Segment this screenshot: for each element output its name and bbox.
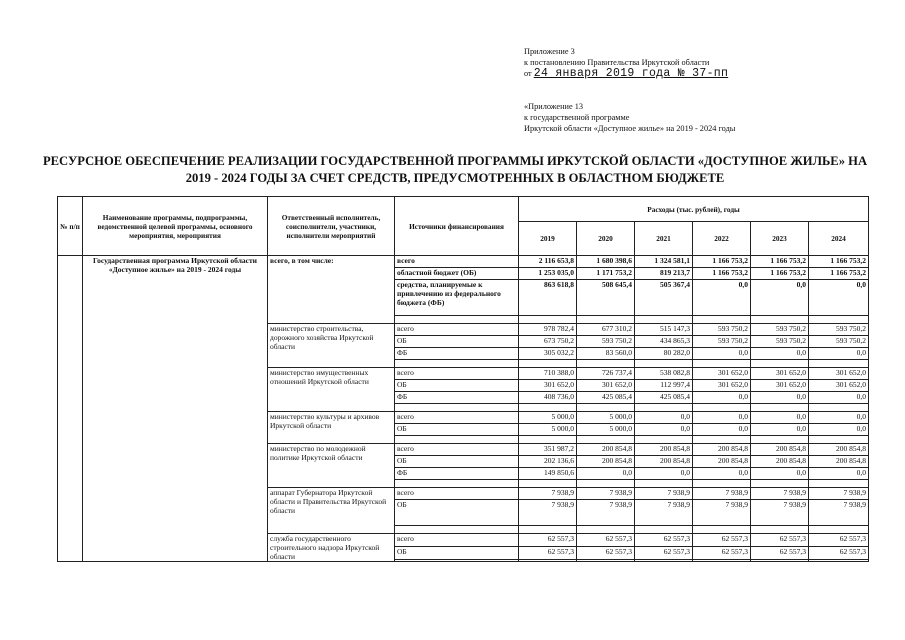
executor-cell: министерство строительства, дорожного хозяйства Иркутской области (268, 324, 395, 368)
value-cell: 1 166 753,2 (751, 256, 809, 268)
spacer-cell (519, 404, 577, 412)
spacer-cell (635, 436, 693, 444)
spacer-cell (577, 436, 635, 444)
value-cell: 301 652,0 (751, 380, 809, 392)
spacer-cell (693, 360, 751, 368)
value-cell: 425 085,4 (635, 392, 693, 404)
source-cell: ОБ (395, 456, 519, 468)
value-cell: 7 938,9 (693, 500, 751, 526)
value-cell: 593 750,2 (751, 336, 809, 348)
col-header-executor: Ответственный исполнитель, соисполнители, участники, исполнители мероприятий (268, 197, 395, 256)
spacer-cell (395, 480, 519, 488)
spacer-cell (693, 559, 751, 561)
value-cell: 0,0 (809, 348, 869, 360)
resource-table (57, 196, 869, 562)
handwritten-date: 24 января 2019 года № 37-пп (533, 67, 729, 80)
value-cell: 202 136,6 (519, 456, 577, 468)
col-header-expenses: Расходы (тыс. рублей), годы (519, 197, 869, 222)
value-cell: 0,0 (635, 412, 693, 424)
value-cell: 0,0 (693, 348, 751, 360)
value-cell: 1 253 035,0 (519, 268, 577, 280)
value-cell: 200 854,8 (577, 456, 635, 468)
value-cell: 0,0 (809, 412, 869, 424)
value-cell: 83 560,0 (577, 348, 635, 360)
value-cell: 200 854,8 (751, 456, 809, 468)
value-cell: 301 652,0 (519, 380, 577, 392)
value-cell: 7 938,9 (519, 500, 577, 526)
spacer-cell (751, 404, 809, 412)
spacer-cell (751, 436, 809, 444)
value-cell: 593 750,2 (693, 336, 751, 348)
value-cell: 1 680 398,6 (577, 256, 635, 268)
value-cell: 0,0 (751, 424, 809, 436)
value-cell: 200 854,8 (693, 444, 751, 456)
value-cell: 1 171 753,2 (577, 268, 635, 280)
spacer-cell (809, 526, 869, 534)
value-cell: 0,0 (751, 280, 809, 316)
source-cell: ОБ (395, 546, 519, 559)
source-cell: всего (395, 412, 519, 424)
value-cell: 1 166 753,2 (809, 268, 869, 280)
spacer-cell (519, 360, 577, 368)
value-cell: 62 557,3 (577, 534, 635, 547)
value-cell: 408 736,0 (519, 392, 577, 404)
col-header-year: 2024 (809, 222, 869, 256)
value-cell: 1 166 753,2 (809, 256, 869, 268)
spacer-cell (635, 404, 693, 412)
value-cell: 301 652,0 (577, 380, 635, 392)
spacer-cell (577, 360, 635, 368)
value-cell: 0,0 (809, 468, 869, 480)
value-cell: 0,0 (751, 348, 809, 360)
value-cell: 819 213,7 (635, 268, 693, 280)
value-cell: 434 865,3 (635, 336, 693, 348)
value-cell: 62 557,3 (519, 534, 577, 547)
value-cell: 351 987,2 (519, 444, 577, 456)
value-cell: 200 854,8 (577, 444, 635, 456)
value-cell: 301 652,0 (809, 380, 869, 392)
value-cell: 62 557,3 (693, 546, 751, 559)
spacer-cell (635, 526, 693, 534)
document-title: РЕСУРСНОЕ ОБЕСПЕЧЕНИЕ РЕАЛИЗАЦИИ ГОСУДАРСТВЕННОЙ ПРОГРАММЫ ИРКУТСКОЙ ОБЛАСТИ «ДОСТУПНОЕ ЖИЛЬЕ» НА 2019 - 2024 ГОДЫ ЗА СЧЕТ СРЕДСТВ, ПРЕДУСМОТРЕННЫХ В ОБЛАСТНОМ БЮДЖЕТЕ (42, 154, 868, 185)
spacer-cell (395, 360, 519, 368)
appendix-date-line (524, 68, 728, 79)
value-cell: 677 310,2 (577, 324, 635, 336)
value-cell: 863 618,8 (519, 280, 577, 316)
value-cell: 301 652,0 (693, 380, 751, 392)
value-cell: 7 938,9 (693, 488, 751, 500)
source-cell: всего (395, 368, 519, 380)
spacer-cell (751, 526, 809, 534)
value-cell: 5 000,0 (519, 424, 577, 436)
value-cell: 7 938,9 (751, 500, 809, 526)
spacer-cell (693, 404, 751, 412)
spacer-cell (809, 316, 869, 324)
row-number-cell (58, 256, 83, 562)
value-cell: 0,0 (693, 280, 751, 316)
source-cell: ОБ (395, 336, 519, 348)
col-header-num: № п/п (58, 197, 83, 256)
value-cell: 149 850,6 (519, 468, 577, 480)
value-cell: 301 652,0 (751, 368, 809, 380)
value-cell: 62 557,3 (577, 546, 635, 559)
source-cell: ОБ (395, 380, 519, 392)
spacer-cell (635, 316, 693, 324)
value-cell: 80 282,0 (635, 348, 693, 360)
value-cell: 2 116 653,8 (519, 256, 577, 268)
value-cell: 200 854,8 (635, 444, 693, 456)
value-cell: 200 854,8 (751, 444, 809, 456)
source-cell: ФБ (395, 392, 519, 404)
spacer-cell (693, 436, 751, 444)
spacer-cell (577, 480, 635, 488)
value-cell: 305 032,2 (519, 348, 577, 360)
col-header-name: Наименование программы, подпрограммы, ведомственной целевой программы, основного мероприятия, мероприятия (83, 197, 268, 256)
spacer-cell (519, 526, 577, 534)
spacer-cell (395, 559, 519, 561)
col-header-year: 2020 (577, 222, 635, 256)
executor-cell: министерство имущественных отношений Иркутской области (268, 368, 395, 412)
value-cell: 0,0 (693, 412, 751, 424)
value-cell: 7 938,9 (577, 488, 635, 500)
executor-cell: служба государственного строительного надзора Иркутской области (268, 534, 395, 562)
program-appendix-header (524, 101, 735, 134)
executor-cell: министерство культуры и архивов Иркутской области (268, 412, 395, 444)
value-cell: 508 645,4 (577, 280, 635, 316)
value-cell: 62 557,3 (751, 546, 809, 559)
value-cell: 978 782,4 (519, 324, 577, 336)
source-cell: всего (395, 256, 519, 268)
col-header-year: 2022 (693, 222, 751, 256)
value-cell: 1 166 753,2 (693, 256, 751, 268)
spacer-cell (395, 316, 519, 324)
executor-cell: аппарат Губернатора Иркутской области и Правительства Иркутской области (268, 488, 395, 534)
value-cell: 7 938,9 (519, 488, 577, 500)
source-cell: средства, планируемые к привлечению из федерального бюджета (ФБ) (395, 280, 519, 316)
value-cell: 0,0 (635, 424, 693, 436)
value-cell: 0,0 (809, 424, 869, 436)
value-cell: 7 938,9 (635, 500, 693, 526)
value-cell: 301 652,0 (809, 368, 869, 380)
spacer-cell (693, 316, 751, 324)
value-cell: 0,0 (751, 412, 809, 424)
spacer-cell (809, 559, 869, 561)
value-cell: 5 000,0 (577, 424, 635, 436)
spacer-cell (519, 480, 577, 488)
spacer-cell (635, 559, 693, 561)
value-cell: 112 997,4 (635, 380, 693, 392)
col-header-source: Источники финансирования (395, 197, 519, 256)
spacer-cell (577, 316, 635, 324)
appendix-resolution: к постановлению Правительства Иркутской области (524, 58, 710, 67)
spacer-cell (635, 480, 693, 488)
source-cell: ОБ (395, 500, 519, 526)
spacer-cell (635, 360, 693, 368)
date-prefix: от (524, 69, 532, 78)
source-cell: областной бюджет (ОБ) (395, 268, 519, 280)
spacer-cell (519, 436, 577, 444)
spacer-cell (751, 316, 809, 324)
spacer-cell (395, 436, 519, 444)
appendix-header (524, 46, 728, 79)
spacer-cell (519, 559, 577, 561)
value-cell: 62 557,3 (693, 534, 751, 547)
value-cell: 593 750,2 (751, 324, 809, 336)
program-name-cell: Государственная программа Иркутской области «Доступное жилье» на 2019 - 2024 годы (83, 256, 268, 562)
col-header-year: 2019 (519, 222, 577, 256)
value-cell: 62 557,3 (809, 534, 869, 547)
spacer-cell (519, 316, 577, 324)
value-cell: 710 388,0 (519, 368, 577, 380)
spacer-cell (809, 404, 869, 412)
value-cell: 200 854,8 (635, 456, 693, 468)
spacer-cell (577, 526, 635, 534)
value-cell: 593 750,2 (809, 336, 869, 348)
executor-cell: всего, в том числе: (268, 256, 395, 324)
spacer-cell (395, 404, 519, 412)
value-cell: 1 166 753,2 (693, 268, 751, 280)
source-cell: всего (395, 488, 519, 500)
value-cell: 62 557,3 (635, 546, 693, 559)
value-cell: 7 938,9 (751, 488, 809, 500)
program-appendix-ref: к государственной программе (524, 113, 630, 122)
table-row (58, 256, 869, 268)
appendix-number: Приложение 3 (524, 47, 575, 56)
source-cell: ФБ (395, 468, 519, 480)
value-cell: 7 938,9 (577, 500, 635, 526)
value-cell: 593 750,2 (577, 336, 635, 348)
source-cell: всего (395, 534, 519, 547)
value-cell: 0,0 (809, 280, 869, 316)
spacer-cell (751, 480, 809, 488)
value-cell: 0,0 (751, 468, 809, 480)
value-cell: 62 557,3 (751, 534, 809, 547)
value-cell: 7 938,9 (809, 500, 869, 526)
executor-cell: министерство по молодежной политике Иркутской области (268, 444, 395, 488)
value-cell: 0,0 (693, 392, 751, 404)
program-appendix-number: «Приложение 13 (524, 102, 584, 111)
value-cell: 0,0 (635, 468, 693, 480)
spacer-cell (693, 480, 751, 488)
col-header-year: 2023 (751, 222, 809, 256)
spacer-cell (751, 360, 809, 368)
value-cell: 0,0 (693, 468, 751, 480)
value-cell: 0,0 (693, 424, 751, 436)
spacer-cell (395, 526, 519, 534)
value-cell: 1 166 753,2 (751, 268, 809, 280)
spacer-cell (577, 404, 635, 412)
spacer-cell (809, 360, 869, 368)
value-cell: 593 750,2 (809, 324, 869, 336)
value-cell: 0,0 (751, 392, 809, 404)
value-cell: 425 085,4 (577, 392, 635, 404)
value-cell: 515 147,3 (635, 324, 693, 336)
value-cell: 673 750,2 (519, 336, 577, 348)
value-cell: 5 000,0 (577, 412, 635, 424)
value-cell: 62 557,3 (635, 534, 693, 547)
value-cell: 62 557,3 (519, 546, 577, 559)
value-cell: 5 000,0 (519, 412, 577, 424)
value-cell: 7 938,9 (635, 488, 693, 500)
source-cell: всего (395, 324, 519, 336)
value-cell: 538 082,8 (635, 368, 693, 380)
source-cell: ОБ (395, 424, 519, 436)
value-cell: 0,0 (809, 392, 869, 404)
value-cell: 726 737,4 (577, 368, 635, 380)
value-cell: 7 938,9 (809, 488, 869, 500)
source-cell: ФБ (395, 348, 519, 360)
value-cell: 505 367,4 (635, 280, 693, 316)
source-cell: всего (395, 444, 519, 456)
value-cell: 593 750,2 (693, 324, 751, 336)
value-cell: 200 854,8 (693, 456, 751, 468)
value-cell: 200 854,8 (809, 456, 869, 468)
value-cell: 301 652,0 (693, 368, 751, 380)
col-header-year: 2021 (635, 222, 693, 256)
spacer-cell (809, 480, 869, 488)
program-appendix-name: Иркутской области «Доступное жилье» на 2019 - 2024 годы (524, 124, 736, 133)
value-cell: 200 854,8 (809, 444, 869, 456)
spacer-cell (577, 559, 635, 561)
spacer-cell (809, 436, 869, 444)
spacer-cell (693, 526, 751, 534)
spacer-cell (751, 559, 809, 561)
value-cell: 1 324 581,1 (635, 256, 693, 268)
value-cell: 62 557,3 (809, 546, 869, 559)
value-cell: 0,0 (577, 468, 635, 480)
